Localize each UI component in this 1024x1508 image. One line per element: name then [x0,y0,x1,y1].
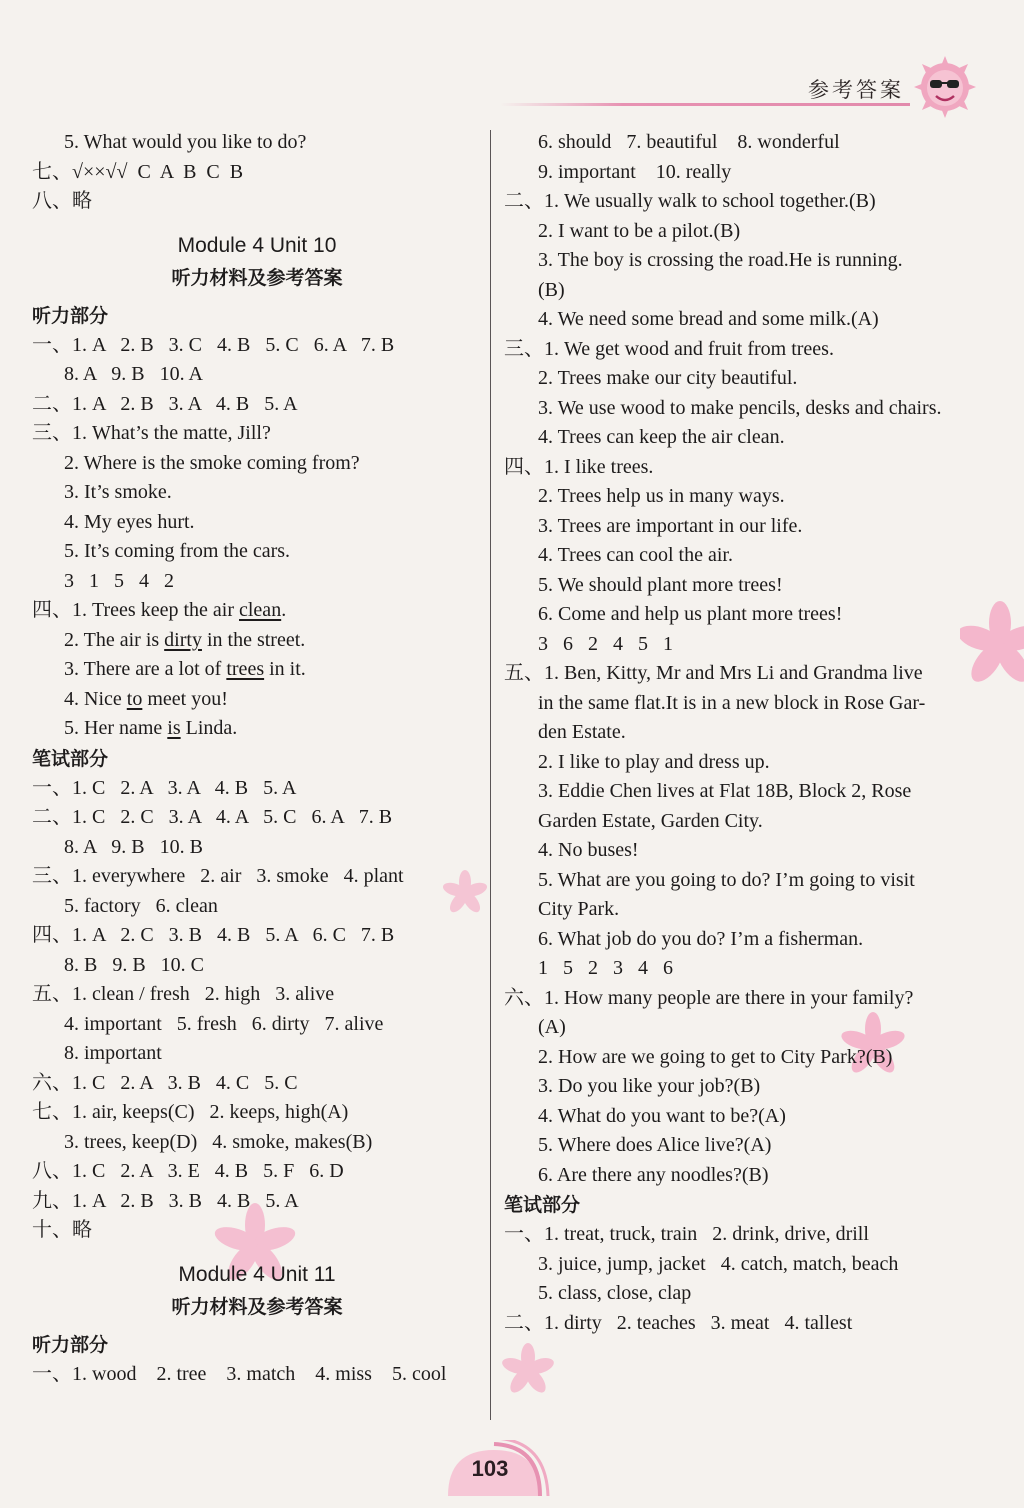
section-heading: 听力部分 [32,304,109,327]
underlined-answer: is [167,717,181,739]
answer-line: 6. What job do you do? I’m a fisherman. [538,927,864,950]
underlined-answer: dirty [164,628,202,651]
answer-line: (B) [538,278,565,301]
answer-line: 2. Where is the smoke coming from? [64,451,360,474]
section-heading: 听力部分 [32,1333,109,1356]
section-heading: 笔试部分 [504,1194,581,1216]
text: in it. [264,658,306,680]
answer-line: 五、1. Ben, Kitty, Mr and Mrs Li and Grandma live [504,662,923,684]
answer-line: (A) [538,1016,566,1038]
answer-line: 三、1. What’s the matte, Jill? [32,422,271,444]
underlined-answer: trees [226,658,265,680]
answer-line: 8. B 9. B 10. C [64,953,205,976]
answer-line: 3 6 2 4 5 1 [538,632,673,655]
answer-line: 2. How are we going to get to City Park?(B) [538,1045,893,1068]
answer-line: 二、1. A 2. B 3. A 4. B 5. A [32,392,298,415]
answer-line: 四、1. I like trees. [504,455,654,478]
answer-line: 1 5 2 3 4 6 [538,957,673,979]
answer-line: 5. factory 6. clean [64,894,218,917]
answer-line: 十、略 [32,1219,92,1241]
underlined-answer: clean [239,599,282,621]
flower-decoration-icon [498,1340,558,1400]
answer-line: 六、1. C 2. A 3. B 4. C 5. C [32,1071,298,1094]
underlined-answer: to [126,687,143,710]
answer-line: 四、1. A 2. C 3. B 4. B 5. A 6. C 7. B [32,924,395,946]
sun-sunglasses-icon [912,54,978,120]
answer-line: 一、1. wood 2. tree 3. match 4. miss 5. cool [32,1362,447,1385]
answer-line: 八、略 [32,190,92,212]
answer-line [32,714,482,744]
answer-line: 3. juice, jump, jacket 4. catch, match, beach [538,1252,899,1275]
answer-line: 5. It’s coming from the cars. [64,540,291,562]
answer-line: den Estate. [538,721,626,743]
answer-line: 4. My eyes hurt. [64,510,195,533]
text: 5. Her name [64,717,168,739]
answer-line: 九、1. A 2. B 3. B 4. B 5. A [32,1189,299,1212]
answer-line: 5. What are you going to do? I’m going to visit [538,868,915,891]
answer-line: 5. We should plant more trees! [538,573,783,596]
left-column [32,128,482,1389]
answer-line: 二、1. C 2. C 3. A 4. A 5. C 6. A 7. B [32,806,393,828]
text: . [281,599,287,621]
answer-line: 4. No buses! [538,839,639,861]
answer-line: 一、1. treat, truck, train 2. drink, drive, drill [504,1223,869,1245]
module-subtitle: 听力材料及参考答案 [171,1295,343,1318]
answer-line [32,655,482,685]
answer-line: 3. We use wood to make pencils, desks and chairs. [538,396,942,419]
answer-line: 3. Do you like your job?(B) [538,1075,761,1097]
page-number: 103 [471,1456,509,1481]
answer-line: 二、1. dirty 2. teaches 3. meat 4. tallest [504,1311,853,1334]
module-title: Module 4 Unit 10 [177,233,337,257]
answer-line: 4. important 5. fresh 6. dirty 7. alive [64,1012,384,1035]
answer-line: 3 1 5 4 2 [64,569,174,592]
column-divider [490,130,491,1420]
answer-line: Garden Estate, Garden City. [538,809,763,832]
answer-line: 2. I like to play and dress up. [538,750,770,773]
answer-line: 六、1. How many people are there in your family? [504,986,914,1009]
text: 4. Nice [64,687,127,710]
text: 2. The air is [64,628,165,651]
answer-line: 3. Trees are important in our life. [538,514,803,537]
answer-line: 5. Where does Alice live?(A) [538,1134,772,1156]
answer-line: 二、1. We usually walk to school together.(B) [504,190,876,212]
answer-line: 4. What do you want to be?(A) [538,1104,786,1127]
answer-line [32,685,482,715]
answer-line: 一、1. C 2. A 3. A 4. B 5. A [32,776,297,799]
answer-line: 3. The boy is crossing the road.He is running. [538,249,903,271]
answer-line: in the same flat.It is in a new block in Rose Gar- [538,691,926,714]
answer-line: 七、1. air, keeps(C) 2. keeps, high(A) [32,1101,349,1123]
answer-line: 6. Come and help us plant more trees! [538,603,843,625]
answer-line: 4. Trees can cool the air. [538,544,733,566]
answer-line [32,626,482,656]
module-subtitle: 听力材料及参考答案 [171,266,343,289]
answer-line: 七、√××√√ C A B C B [32,160,244,183]
answer-line: 3. trees, keep(D) 4. smoke, makes(B) [64,1130,373,1153]
answer-line: City Park. [538,898,620,920]
answer-line: 三、1. everywhere 2. air 3. smoke 4. plant [32,865,404,887]
answer-line: 5. What would you like to do? [64,131,307,153]
answer-line: 2. I want to be a pilot.(B) [538,219,741,242]
answer-line: 三、1. We get wood and fruit from trees. [504,337,834,360]
answer-line: 4. Trees can keep the air clean. [538,426,785,448]
module-title: Module 4 Unit 11 [178,1262,336,1286]
answer-line: 3. Eddie Chen lives at Flat 18B, Block 2, Rose [538,780,912,802]
answer-line: 9. important 10. really [538,160,732,183]
answer-line: 8. important [64,1042,162,1064]
text: 3. There are a lot of [64,658,227,680]
text: 四、1. Trees keep the air [32,599,239,621]
answer-line: 五、1. clean / fresh 2. high 3. alive [32,983,335,1005]
section-heading: 笔试部分 [32,747,109,770]
header-title: 参考答案 [808,78,904,102]
answer-line: 2. Trees make our city beautiful. [538,367,798,389]
answer-line: 4. We need some bread and some milk.(A) [538,308,879,330]
answer-line: 6. Are there any noodles?(B) [538,1163,769,1186]
answer-line [32,596,482,626]
answer-line: 一、1. A 2. B 3. C 4. B 5. C 6. A 7. B [32,333,395,356]
answer-line: 8. A 9. B 10. B [64,835,203,858]
answer-line: 2. Trees help us in many ways. [538,485,785,507]
answer-line: 3. It’s smoke. [64,481,172,503]
answer-line: 8. A 9. B 10. A [64,363,203,385]
answer-line: 八、1. C 2. A 3. E 4. B 5. F 6. D [32,1160,344,1182]
right-column [504,128,974,1338]
answer-line: 6. should 7. beautiful 8. wonderful [538,131,840,153]
text: in the street. [201,628,306,651]
text: meet you! [142,687,228,710]
answer-line: 5. class, close, clap [538,1282,692,1304]
text: Linda. [180,717,238,739]
